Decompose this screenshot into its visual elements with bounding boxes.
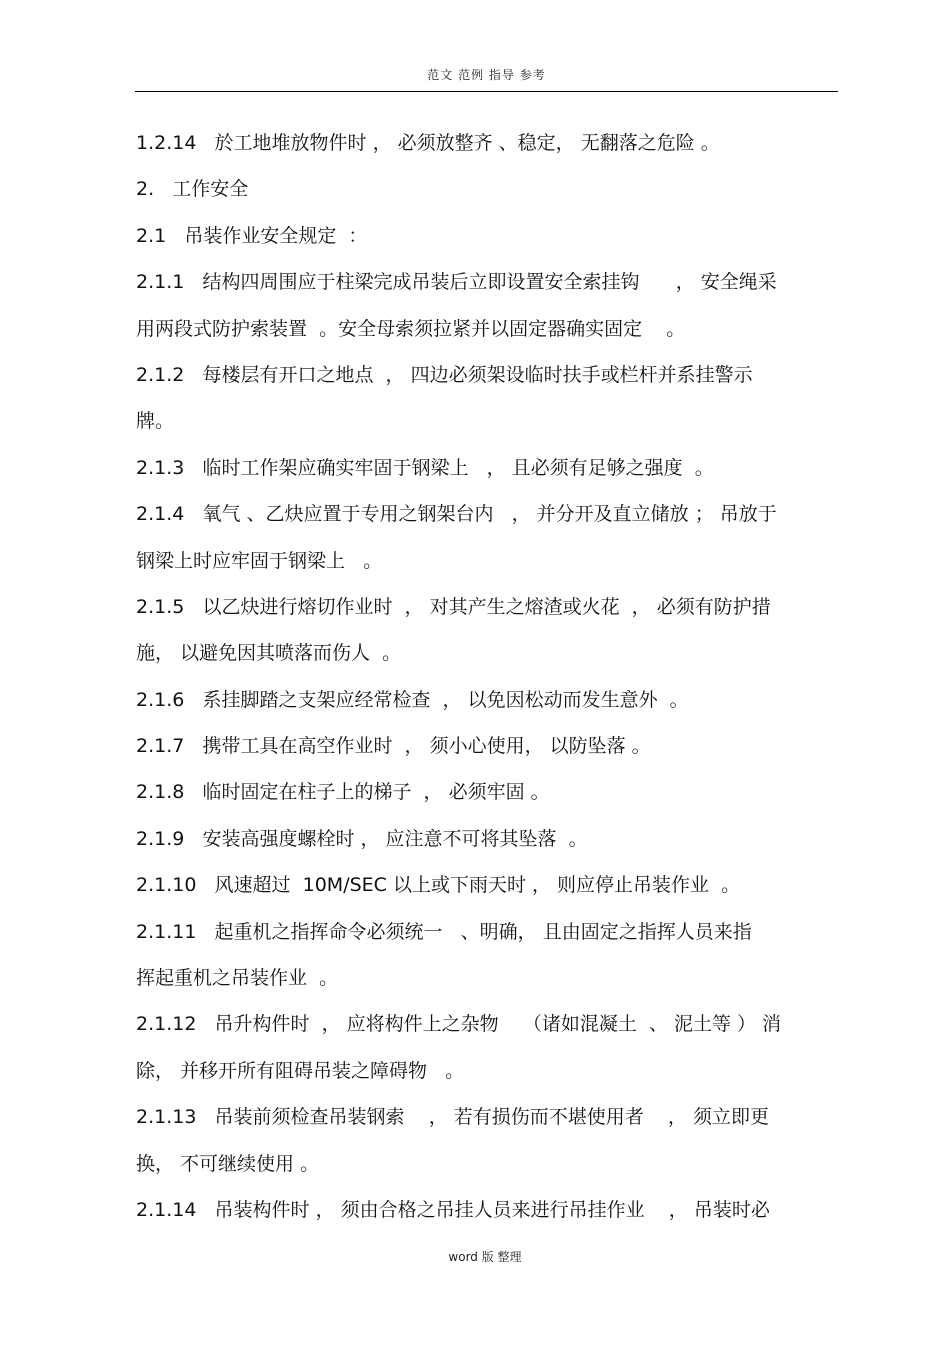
text-line: 2.1.3 临时工作架应确实牢固于钢梁上 ， 且必须有足够之强度 。 — [136, 456, 714, 479]
text-line: 2.1 吊装作业安全规定 ： — [136, 224, 368, 247]
text-line: 2.1.11 起重机之指挥命令必须统一 、明确， 且由固定之指挥人员来指 — [136, 920, 752, 943]
text-line: 2.1.7 携带工具在高空作业时 ， 须小心使用， 以防坠落 。 — [136, 735, 651, 758]
text-line: 2.1.12 吊升构件时 ， 应将构件上之杂物 （诸如混凝土 、 泥土等 ） 消 — [136, 1013, 782, 1036]
text-line: 2.1.8 临时固定在柱子上的梯子 ， 必须牢固 。 — [136, 781, 550, 804]
text-line: 除， 并移开所有阻碍吊装之障碍物 。 — [136, 1059, 465, 1082]
text-line: 施， 以避免因其喷落而伤人 。 — [136, 642, 402, 665]
header-divider — [135, 91, 838, 92]
text-line: 2.1.1 结构四周围应于柱梁完成吊装后立即设置安全索挂钩 ， 安全绳采 — [136, 271, 777, 294]
text-line: 2.1.10 风速超过 10M/SEC 以上或下雨天时 ， 则应停止吊装作业 。 — [136, 874, 741, 897]
text-line: 牌。 — [136, 410, 175, 433]
text-line: 钢梁上时应牢固于钢梁上 。 — [136, 549, 383, 572]
text-line: 2.1.14 吊装构件时 ， 须由合格之吊挂人员来进行吊挂作业 ， 吊装时必 — [136, 1198, 770, 1221]
text-line: 2.1.9 安装高强度螺栓时 ， 应注意不可将其坠落 。 — [136, 827, 588, 850]
text-line: 2. 工作安全 — [136, 178, 249, 201]
document-body — [136, 120, 836, 1233]
text-line: 2.1.4 氧气 、乙炔应置于专用之钢架台内 ， 并分开及直立储放 ； 吊放于 — [136, 503, 777, 526]
text-line: 2.1.6 系挂脚踏之支架应经常检查 ， 以免因松动而发生意外 。 — [136, 688, 689, 711]
text-line: 用两段式防护索装置 。安全母索须拉紧并以固定器确实固定 。 — [136, 317, 686, 340]
text-line: 换， 不可继续使用 。 — [136, 1152, 320, 1175]
text-line: 2.1.13 吊装前须检查吊装钢索 ， 若有损伤而不堪使用者 ， 须立即更 — [136, 1106, 769, 1129]
text-line: 1.2.14 於工地堆放物件时 ， 必须放整齐 、稳定， 无翻落之危险 。 — [136, 132, 720, 154]
text-line: 挥起重机之吊装作业 。 — [136, 967, 339, 990]
page-header: 范文 范例 指导 参考 — [427, 68, 546, 82]
text-line: 2.1.2 每楼层有开口之地点 ， 四边必须架设临时扶手或栏杆并系挂警示 — [136, 363, 753, 386]
page-footer: word 版 整理 — [448, 1250, 522, 1264]
text-line: 2.1.5 以乙炔进行熔切作业时 ， 对其产生之熔渣或火花 ， 必须有防护措 — [136, 595, 771, 618]
